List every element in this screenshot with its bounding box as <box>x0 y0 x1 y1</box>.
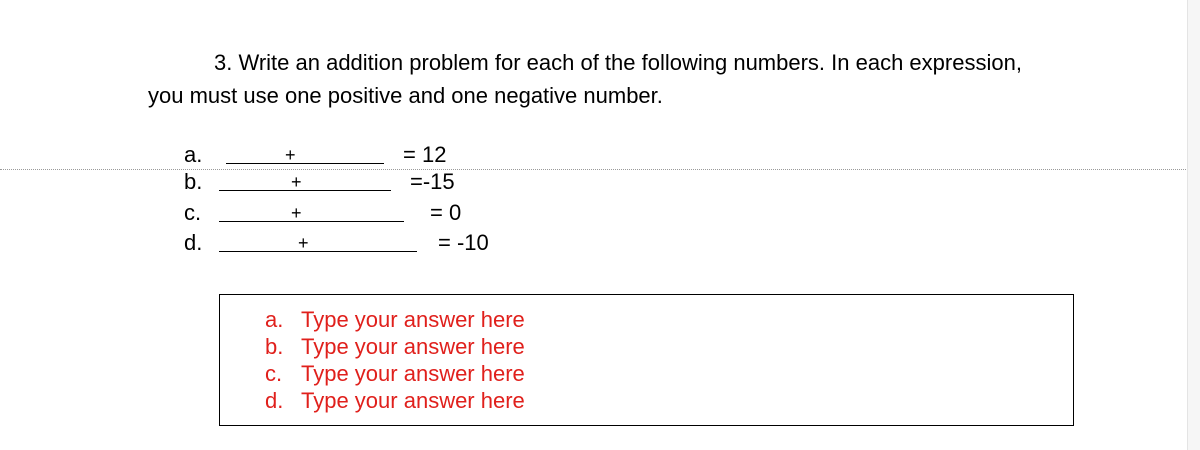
answer-letter: d. <box>265 388 284 413</box>
problem-result: = 12 <box>403 142 447 167</box>
plus-sign: + <box>298 233 309 253</box>
answer-line-a[interactable] <box>265 306 525 333</box>
answer-blank <box>226 163 384 164</box>
answer-placeholder[interactable]: Type your answer here <box>301 307 525 332</box>
plus-sign: + <box>291 203 302 223</box>
answer-placeholder[interactable]: Type your answer here <box>301 388 525 413</box>
scrollbar-track[interactable] <box>1187 0 1200 450</box>
problem-result: = -10 <box>438 230 489 255</box>
problem-letter: a. <box>184 142 203 167</box>
problem-row-d <box>0 230 1187 256</box>
plus-sign: + <box>285 145 296 165</box>
answer-placeholder[interactable]: Type your answer here <box>301 334 525 359</box>
answer-blank <box>219 190 391 191</box>
answer-letter: b. <box>265 334 284 359</box>
answer-blank <box>219 251 417 252</box>
answer-line-b[interactable] <box>265 333 525 360</box>
answer-letter: c. <box>265 361 283 386</box>
answer-placeholder[interactable]: Type your answer here <box>301 361 525 386</box>
answer-line-d[interactable] <box>265 387 525 414</box>
problem-row-b <box>0 169 1187 195</box>
answer-line-c[interactable] <box>265 360 525 387</box>
problem-letter: c. <box>184 200 202 225</box>
problem-result: =-15 <box>410 169 455 194</box>
question-text: 3. Write an addition problem for each of the following numbers. In each expression, you must use one positive and one negative number. <box>148 50 1022 108</box>
problem-row-c <box>0 200 1187 226</box>
problem-result: = 0 <box>430 200 462 225</box>
answer-blank <box>219 221 404 222</box>
plus-sign: + <box>291 172 302 192</box>
answer-letter: a. <box>265 307 284 332</box>
problem-letter: b. <box>184 169 203 194</box>
problem-row-a <box>0 142 1187 168</box>
problem-letter: d. <box>184 230 203 255</box>
